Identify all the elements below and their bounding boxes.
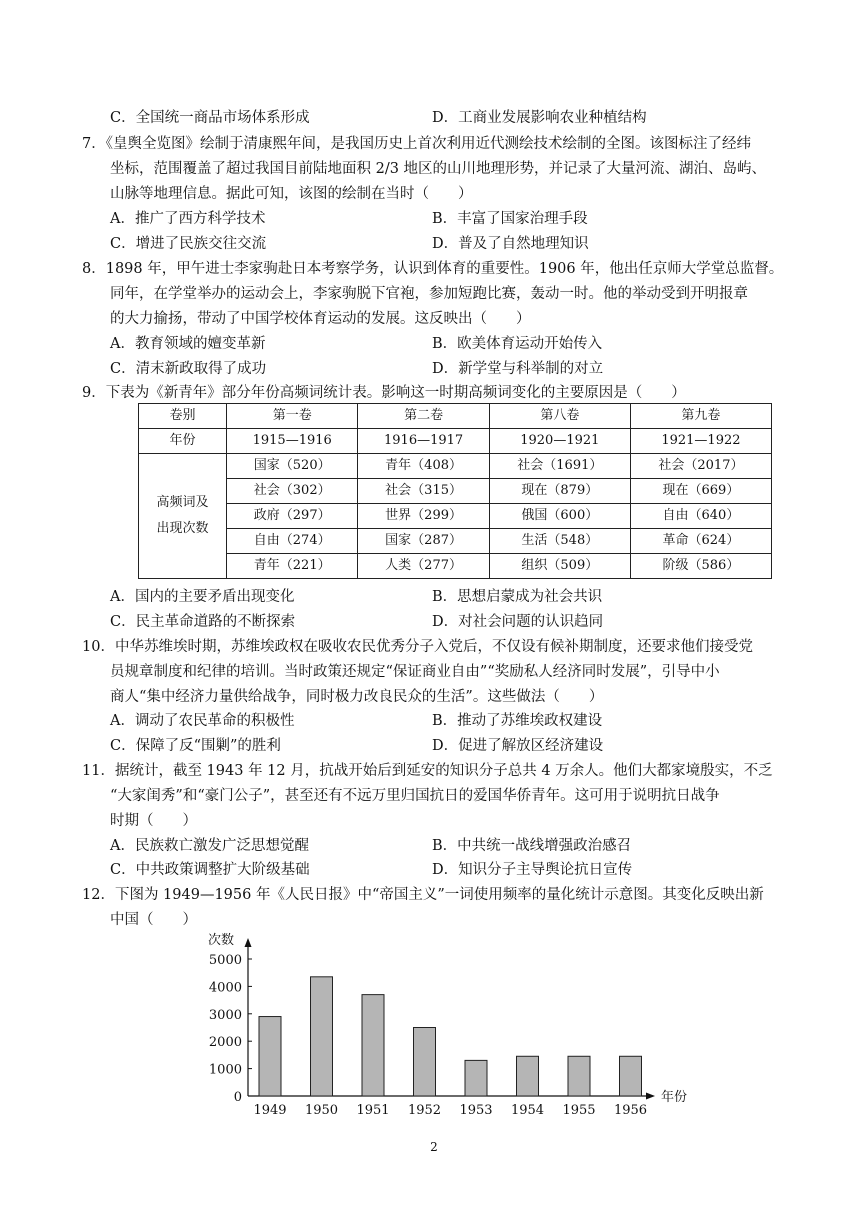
imperialism-frequency-bar-chart bbox=[200, 930, 700, 1120]
y-axis-arrow bbox=[245, 938, 252, 947]
table-cell: 现在（669） bbox=[630, 479, 771, 504]
q8-stem-line-2: 同年，在学堂举办的运动会上，李家驹脱下官袍，参加短跑比赛，轰动一时。他的举动受到开明报章 bbox=[110, 286, 748, 302]
bar bbox=[568, 1056, 590, 1096]
q6-option-d[interactable]: D．工商业发展影响农业种植结构 bbox=[432, 110, 647, 126]
table-year-cell: 1921—1922 bbox=[630, 429, 771, 454]
q10-stem-line-3: 商人“集中经济力量供给战争，同时极力改良民众的生活”。这些做法（ ） bbox=[110, 689, 604, 705]
q6-option-c[interactable]: C．全国统一商品市场体系形成 bbox=[110, 110, 310, 126]
x-tick-label: 1951 bbox=[356, 1103, 390, 1118]
bar bbox=[414, 1028, 436, 1097]
bar bbox=[620, 1056, 642, 1096]
table-cell: 组织（509） bbox=[489, 554, 630, 579]
high-frequency-word-table bbox=[138, 403, 772, 579]
q9-stem-line-1: 9．下表为《新青年》部分年份高频词统计表。影响这一时期高频词变化的主要原因是（ ） bbox=[82, 385, 686, 401]
q8-stem-line-1: 8．1898 年，甲午进士李家驹赴日本考察学务，认识到体育的重要性。1906 年，他出任京师大学堂总监督。 bbox=[82, 261, 784, 277]
table-cell: 社会（315） bbox=[358, 479, 489, 504]
q11-stem-line-2: “大家闺秀”和“豪门公子”，甚至还有不远万里归国抗日的爱国华侨青年。这可用于说明抗日战争 bbox=[110, 788, 720, 804]
q8-option-c[interactable]: C．清末新政取得了成功 bbox=[110, 361, 267, 377]
y-tick-label: 5000 bbox=[208, 953, 242, 968]
table-cell: 阶级（586） bbox=[630, 554, 771, 579]
x-axis-arrow bbox=[646, 1093, 655, 1100]
table-cell: 社会（1691） bbox=[489, 454, 630, 479]
table-cell: 世界（299） bbox=[358, 504, 489, 529]
table-header-volume: 第九卷 bbox=[630, 404, 771, 429]
y-tick-label: 3000 bbox=[208, 1007, 242, 1023]
table-cell: 政府（297） bbox=[227, 504, 358, 529]
table-cell: 社会（302） bbox=[227, 479, 358, 504]
q8-option-d[interactable]: D．新学堂与科举制的对立 bbox=[432, 361, 604, 377]
q11-stem-line-1: 11．据统计，截至 1943 年 12 月，抗战开始后到延安的知识分子总共 4 万余人。他们大都家境殷实，不乏 bbox=[82, 763, 773, 779]
x-tick-label: 1952 bbox=[407, 1103, 442, 1118]
q12-stem-line-2: 中国（ ） bbox=[110, 912, 197, 928]
q10-option-d[interactable]: D．促进了解放区经济建设 bbox=[432, 738, 604, 754]
table-cell: 青年（221） bbox=[227, 554, 358, 579]
q11-option-d[interactable]: D．知识分子主导舆论抗日宣传 bbox=[432, 862, 633, 878]
x-axis-label: 年份 bbox=[661, 1090, 688, 1105]
y-tick-label: 2000 bbox=[208, 1035, 242, 1051]
q7-stem-line-1: 7．《皇舆全览图》绘制于清康熙年间，是我国历史上首次利用近代测绘技术绘制的全图。该图标注了经纬 bbox=[82, 136, 751, 152]
table-cell: 现在（879） bbox=[489, 479, 630, 504]
q10-option-a[interactable]: A．调动了农民革命的积极性 bbox=[110, 713, 295, 729]
q11-option-b[interactable]: B．中共统一战线增强政治感召 bbox=[432, 838, 632, 854]
table-year-cell: 1915—1916 bbox=[227, 429, 358, 454]
q10-option-b[interactable]: B．推动了苏维埃政权建设 bbox=[432, 713, 603, 729]
table-header-volume: 第二卷 bbox=[358, 404, 489, 429]
q8-option-a[interactable]: A．教育领域的嬗变革新 bbox=[110, 336, 266, 352]
table-side-label-line-2: 出现次数 bbox=[156, 521, 209, 536]
q10-stem-line-1: 10．中华苏维埃时期，苏维埃政权在吸收农民优秀分子入党后，不仅设有候补期制度，还要求他们接受党 bbox=[82, 639, 753, 655]
x-tick-label: 1953 bbox=[459, 1103, 493, 1118]
table-cell: 青年（408） bbox=[358, 454, 489, 479]
bar bbox=[362, 995, 384, 1096]
q10-stem-line-2: 员规章制度和纪律的培训。当时政策还规定“保证商业自由”“奖励私人经济同时发展”，引导中小 bbox=[110, 664, 720, 680]
bar bbox=[311, 977, 333, 1096]
q9-option-b[interactable]: B．思想启蒙成为社会共识 bbox=[432, 589, 603, 605]
bar bbox=[259, 1017, 281, 1096]
table-cell: 生活（548） bbox=[489, 529, 630, 554]
q11-option-c[interactable]: C．中共政策调整扩大阶级基础 bbox=[110, 862, 310, 878]
table-year-cell: 1916—1917 bbox=[358, 429, 489, 454]
x-tick-label: 1955 bbox=[562, 1103, 596, 1118]
table-cell: 人类（277） bbox=[358, 554, 489, 579]
x-tick-label: 1949 bbox=[253, 1103, 287, 1118]
x-tick-label: 1954 bbox=[510, 1103, 545, 1118]
q9-option-a[interactable]: A．国内的主要矛盾出现变化 bbox=[110, 589, 295, 605]
q9-option-c[interactable]: C．民主革命道路的不断探索 bbox=[110, 614, 296, 630]
q8-option-b[interactable]: B．欧美体育运动开始传入 bbox=[432, 336, 603, 352]
table-side-label-line-1: 高频词及 bbox=[156, 495, 209, 510]
q7-option-c[interactable]: C．增进了民族交往交流 bbox=[110, 236, 267, 252]
y-tick-label: 0 bbox=[233, 1090, 242, 1105]
page-number: 2 bbox=[430, 1140, 438, 1154]
y-tick-label: 4000 bbox=[208, 980, 242, 996]
x-tick-label: 1956 bbox=[613, 1103, 648, 1118]
table-cell: 俄国（600） bbox=[489, 504, 630, 529]
table-header-volume: 第八卷 bbox=[489, 404, 630, 429]
table-cell: 国家（287） bbox=[358, 529, 489, 554]
q8-stem-line-3: 的大力揄扬，带动了中国学校体育运动的发展。这反映出（ ） bbox=[110, 311, 531, 327]
q9-option-d[interactable]: D．对社会问题的认识趋同 bbox=[432, 614, 604, 630]
x-tick-label: 1950 bbox=[304, 1103, 339, 1118]
table-cell: 自由（640） bbox=[630, 504, 771, 529]
q10-option-c[interactable]: C．保障了反“围剿”的胜利 bbox=[110, 738, 281, 754]
q7-option-b[interactable]: B．丰富了国家治理手段 bbox=[432, 211, 588, 227]
table-year-cell: 1920—1921 bbox=[489, 429, 630, 454]
bar bbox=[465, 1060, 487, 1096]
bar bbox=[517, 1056, 539, 1096]
q7-option-d[interactable]: D．普及了自然地理知识 bbox=[432, 236, 589, 252]
y-tick-label: 1000 bbox=[208, 1062, 242, 1078]
table-cell: 社会（2017） bbox=[630, 454, 771, 479]
q11-stem-line-3: 时期（ ） bbox=[110, 813, 197, 829]
q7-stem-line-2: 坐标，范围覆盖了超过我国目前陆地面积 2/3 地区的山川地理形势，并记录了大量河流、湖泊、岛屿、 bbox=[110, 161, 767, 177]
table-cell: 国家（520） bbox=[227, 454, 358, 479]
table-header-nianfen: 年份 bbox=[139, 429, 227, 454]
q7-stem-line-3: 山脉等地理信息。据此可知，该图的绘制在当时（ ） bbox=[110, 186, 473, 202]
table-cell: 革命（624） bbox=[630, 529, 771, 554]
table-side-label bbox=[139, 454, 227, 579]
table-cell: 自由（274） bbox=[227, 529, 358, 554]
table-header-juanbie: 卷别 bbox=[139, 404, 227, 429]
q12-stem-line-1: 12．下图为 1949—1956 年《人民日报》中“帝国主义”一词使用频率的量化统计示意图。其变化反映出新 bbox=[82, 887, 764, 903]
table-header-volume: 第一卷 bbox=[227, 404, 358, 429]
q11-option-a[interactable]: A．民族救亡激发广泛思想觉醒 bbox=[110, 838, 309, 854]
y-axis-label: 次数 bbox=[208, 933, 235, 948]
q7-option-a[interactable]: A．推广了西方科学技术 bbox=[110, 211, 266, 227]
